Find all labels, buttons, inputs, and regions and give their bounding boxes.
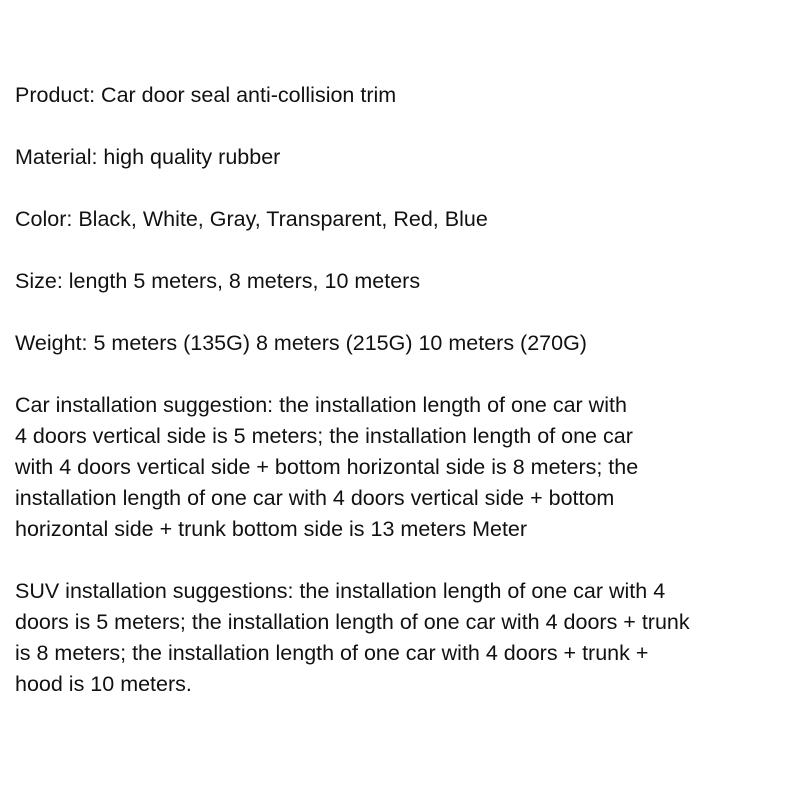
weight-line: Weight: 5 meters (135G) 8 meters (215G) 10 meters (270G) (15, 331, 587, 355)
size-line: Size: length 5 meters, 8 meters, 10 meters (15, 269, 421, 293)
suv-installation-paragraph: SUV installation suggestions: the installation length of one car with 4 doors is 5 meters; the installation length of one car with 4 doors + trunk is 8 meters; the installation length of one car with 4 doors + trunk + hood is 10 meters. (15, 579, 690, 696)
product-line: Product: Car door seal anti-collision trim (15, 83, 397, 107)
product-description (15, 80, 755, 731)
color-line: Color: Black, White, Gray, Transparent, Red, Blue (15, 207, 488, 231)
material-line: Material: high quality rubber (15, 145, 281, 169)
car-installation-paragraph: Car installation suggestion: the installation length of one car with 4 doors vertical side is 5 meters; the installation length of one car with 4 doors vertical side + bottom horizontal side is 8 meters; the installation length of one car with 4 doors vertical side + bottom horizontal side + trunk bottom side is 13 meters Meter (15, 393, 639, 541)
